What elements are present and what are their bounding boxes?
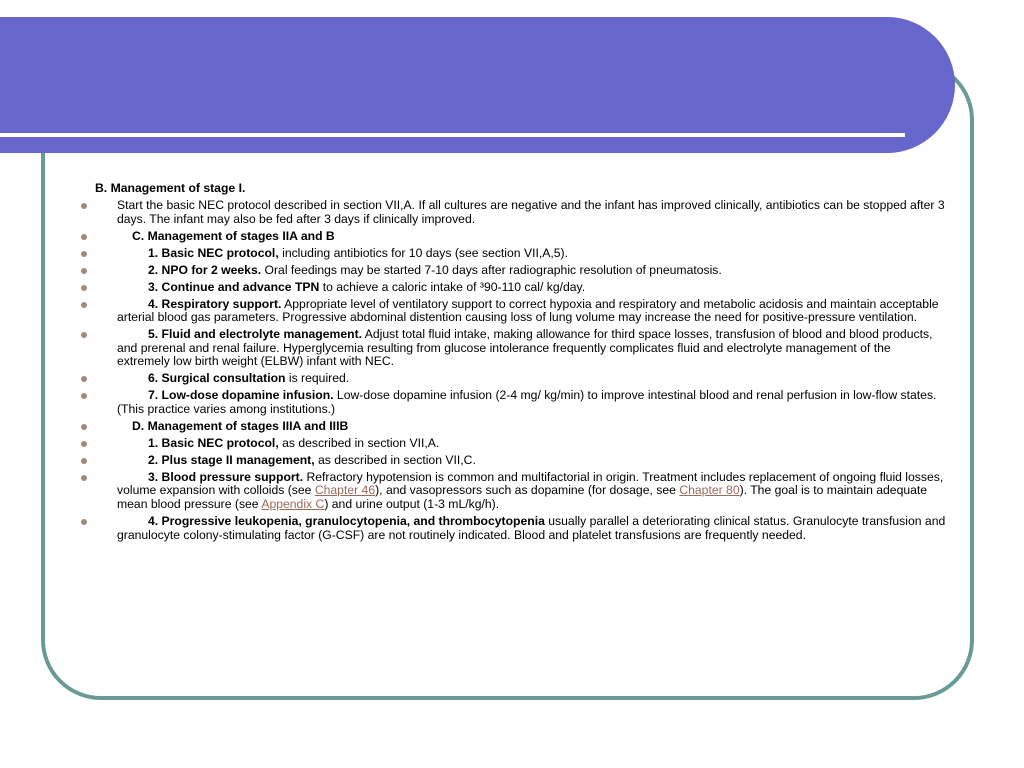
bullet-icon <box>81 268 87 274</box>
item-text: 4. Progressive leukopenia, granulocytopenia, and thrombocytopenia usually parallel a deteriorating clinical status. Granulocyte transfusion and granulocyte colony-stimulating factor (G-CSF) are not routinely indicated. Blood and platelet transfusions are frequently needed. <box>117 513 946 542</box>
subsection-heading: C. Management of stages IIA and B <box>132 228 335 243</box>
list-item <box>78 199 946 226</box>
list-item <box>78 264 946 278</box>
chapter-80-link[interactable]: Chapter 80 <box>679 483 740 498</box>
list-item <box>78 389 946 416</box>
chapter-46-link[interactable]: Chapter 46 <box>314 483 376 498</box>
bullet-icon <box>81 441 87 447</box>
bullet-icon <box>81 475 87 481</box>
list-item <box>78 328 946 369</box>
list-item <box>78 437 946 451</box>
item-text: Start the basic NEC protocol described in section VII,A. If all cultures are negative and the infant has improved clinically, antibiotics can be stopped after 3 days. The infant may also be fed after 3 days if clinically improved. <box>117 197 945 226</box>
item-text: 2. NPO for 2 weeks. Oral feedings may be started 7-10 days after radiographic resolution of pneumatosis. <box>148 262 722 277</box>
item-text: 5. Fluid and electrolyte management. Adjust total fluid intake, making allowance for third space losses, transfusion of blood and blood products, and prerenal and renal failure. Hyperglycemia resulting from glucose intolerance frequently complicates fluid and electrolyte management of the extremely low birth weight (ELBW) infant with NEC. <box>117 327 933 369</box>
list-item <box>78 230 946 244</box>
bullet-icon <box>81 285 87 291</box>
bullet-icon <box>81 234 87 240</box>
banner-divider-line <box>0 133 905 137</box>
bullet-icon <box>81 519 87 525</box>
list-item <box>78 372 946 386</box>
bullet-icon <box>81 424 87 430</box>
list-item <box>78 454 946 468</box>
item-text: 4. Respiratory support. Appropriate level of ventilatory support to correct hypoxia and respiratory and metabolic acidosis and maintain acceptable arterial blood gas parameters. Progressive abdominal distention causing loss of lung volume may increase the need for positive-pressure ventilation. <box>117 296 939 325</box>
list-item <box>78 515 946 542</box>
bullet-icon <box>81 458 87 464</box>
bullet-icon <box>81 376 87 382</box>
item-text: 2. Plus stage II management, as described in section VII,C. <box>148 452 476 467</box>
item-text: 1. Basic NEC protocol, as described in section VII,A. <box>148 435 440 450</box>
subsection-heading: D. Management of stages IIIA and IIIB <box>132 418 349 433</box>
bullet-icon <box>81 203 87 209</box>
list-item <box>78 247 946 261</box>
slide-content <box>78 182 946 546</box>
list-item <box>78 420 946 434</box>
item-text: 6. Surgical consultation is required. <box>148 371 350 386</box>
bullet-icon <box>81 251 87 257</box>
item-text: 3. Blood pressure support. Refractory hypotension is common and multifactorial in origin. Treatment includes replacement of ongoing fluid losses, volume expansion with colloids (see Chapter 46), and vasopressors such as dopamine (for dosage, see Chapter 80). The goal is to maintain adequate mean blood pressure (see Appendix C) and urine output (1-3 mL/kg/h). <box>117 469 944 511</box>
list-item <box>78 471 946 512</box>
item-text: 3. Continue and advance TPN to achieve a caloric intake of ³90-110 cal/ kg/day. <box>148 279 586 294</box>
bullet-icon <box>81 393 87 399</box>
list-item <box>78 298 946 325</box>
section-heading: B. Management of stage I. <box>95 181 246 195</box>
item-text: 1. Basic NEC protocol, including antibiotics for 10 days (see section VII,A,5). <box>148 245 568 260</box>
bullet-icon <box>81 302 87 308</box>
appendix-c-link[interactable]: Appendix C <box>261 496 325 511</box>
bullet-icon <box>81 332 87 338</box>
list-item <box>78 281 946 295</box>
item-text: 7. Low-dose dopamine infusion. Low-dose dopamine infusion (2-4 mg/ kg/min) to improve intestinal blood and renal perfusion in low-flow states. (This practice varies among institutions.) <box>117 388 937 416</box>
